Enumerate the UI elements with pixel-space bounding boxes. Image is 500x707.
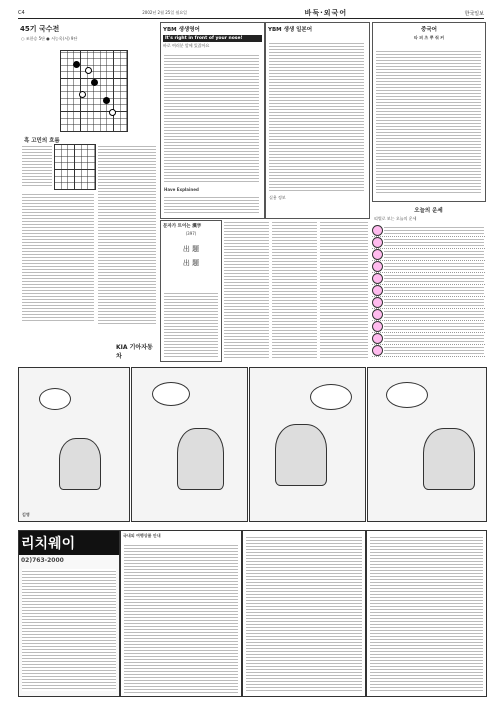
hanja-number: (397) (185, 231, 197, 236)
black-stone (103, 97, 110, 104)
character-figure (423, 428, 475, 490)
horse-icon (372, 297, 383, 308)
page-number: C4 (18, 10, 25, 16)
japanese-title: YBM 생생 일본어 (268, 27, 313, 33)
section-title: 바둑·외국어 (304, 9, 348, 17)
english-notes (164, 195, 259, 213)
character-figure (59, 438, 101, 490)
monkey-icon (372, 321, 383, 332)
kia-logo (116, 342, 158, 360)
english-column (160, 22, 265, 219)
cartoon-panel-4 (367, 367, 487, 522)
go-text (98, 144, 156, 324)
fortune-row (372, 272, 485, 285)
go-board-diagram (54, 144, 96, 190)
fortune-row (372, 332, 485, 345)
speech-bubble (39, 388, 71, 410)
fortune-row (372, 296, 485, 309)
fortune-row (372, 284, 485, 297)
fortune-row (372, 344, 485, 357)
dog-icon (372, 345, 383, 356)
fortune-row (372, 224, 485, 237)
ad-travel-2 (242, 530, 366, 697)
speech-bubble (386, 382, 428, 408)
black-stone (91, 79, 98, 86)
page-date: 2002년 2월 25일 월요일 (142, 10, 188, 15)
english-body (164, 53, 259, 183)
chinese-column (372, 22, 486, 202)
white-stone (85, 67, 92, 74)
japanese-body (269, 41, 364, 191)
fortune-title: 오늘의 운세 (414, 208, 443, 214)
tiger-icon (372, 249, 383, 260)
hanja-body (164, 291, 218, 357)
fortune-subtitle: 띠별로 보는 오늘의 운세 (374, 216, 417, 221)
ad-body (124, 543, 238, 693)
speech-bubble (152, 382, 190, 406)
cartoon-panel-3 (249, 367, 366, 522)
english-title: YBM 생생영어 (163, 27, 200, 33)
article-text (224, 220, 269, 360)
dragon-icon (372, 273, 383, 284)
hanja-title: 문자가 트이는 漢字 (163, 224, 202, 229)
ad-richway (18, 530, 120, 697)
article-text (320, 220, 368, 360)
hanja-word: 出 題 (182, 245, 200, 253)
article-text (272, 220, 317, 360)
english-footer: Have Explained (164, 187, 199, 192)
ox-icon (372, 237, 383, 248)
chinese-body (376, 49, 481, 194)
ad-body (22, 569, 116, 691)
fortune-row (372, 320, 485, 333)
cartoon-panel-1 (18, 367, 130, 522)
hanja-word-2: 出 題 (182, 259, 200, 267)
sheep-icon (372, 309, 383, 320)
fortune-row (372, 260, 485, 273)
white-stone (79, 91, 86, 98)
rabbit-icon (372, 261, 383, 272)
english-headline: It's right in front of your nose! (163, 35, 262, 42)
go-text (22, 144, 52, 188)
white-stone (109, 109, 116, 116)
go-column (18, 22, 158, 362)
hanja-column (160, 220, 222, 362)
ad-promo: 국내외 여행상품 안내 (123, 533, 161, 538)
ad-travel-1 (120, 530, 242, 697)
ad-travel-3 (366, 530, 487, 697)
character-figure (275, 424, 327, 486)
fortune-header (372, 204, 485, 216)
black-stone (73, 61, 80, 68)
snake-icon (372, 285, 383, 296)
character-figure (177, 428, 224, 490)
speech-bubble (310, 384, 352, 410)
go-subtitle: ○ 조한승 5단 ● 서능욱(서) 9단 (21, 36, 78, 41)
fortune-row (372, 248, 485, 261)
japanese-column (265, 22, 370, 219)
cartoon-author: 김영 (22, 512, 30, 517)
kia-logo-text: KIA 기아자동차 (116, 344, 153, 360)
fortune-row (372, 308, 485, 321)
ad-body (246, 535, 362, 692)
chinese-heading: 타 퍼 츠 뿌 줘 커 (413, 35, 445, 40)
english-caption: 바로 여러분 앞에 있잖아요 (163, 43, 210, 48)
ad-brand: 리치웨이 (21, 536, 76, 552)
rooster-icon (372, 333, 383, 344)
ad-body (370, 535, 483, 692)
chinese-title: 중국어 (421, 27, 437, 33)
japanese-footer: 실용 정보 (269, 195, 286, 200)
page-header (18, 8, 484, 19)
ad-phone: 02)763-2000 (21, 557, 64, 564)
go-heading: 흑 고민의 흐름 (24, 138, 60, 144)
go-board-top (60, 50, 128, 132)
newspaper-name: 한국일보 (464, 10, 484, 17)
fortune-row (372, 236, 485, 249)
rat-icon (372, 225, 383, 236)
go-commentary (22, 192, 94, 322)
go-title: 45기 국수전 (20, 25, 60, 33)
cartoon-panel-2 (131, 367, 248, 522)
